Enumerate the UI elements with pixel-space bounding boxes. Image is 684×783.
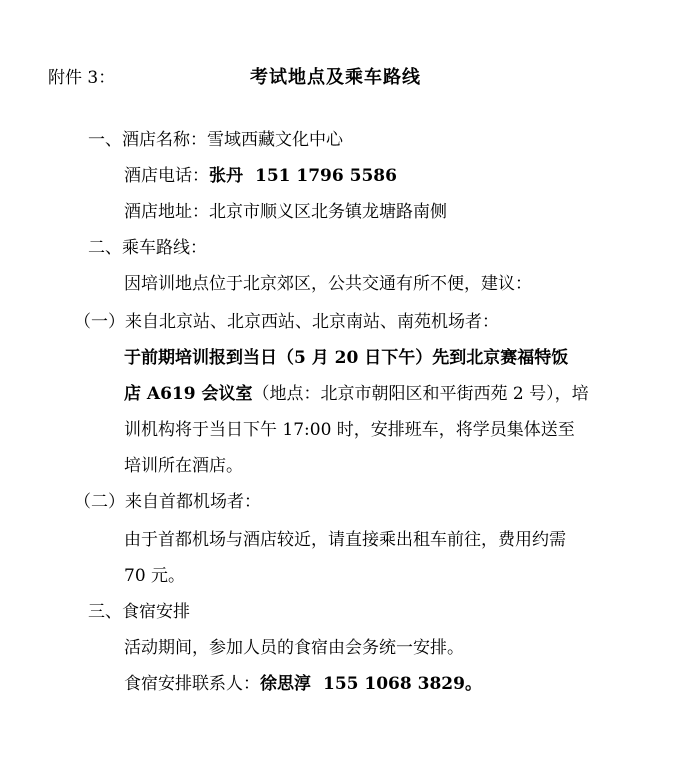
route-part1-line3: 训机构将于当日下午 17:00 时，安排班车，将学员集体送至 — [124, 420, 575, 440]
route-part2-line1: 由于首都机场与酒店较近，请直接乘出租车前往，费用约需 — [124, 530, 566, 550]
route-part1-heading: （一）来自北京站、北京西站、北京南站、南苑机场者： — [74, 312, 499, 332]
hotel-phone-label: 酒店电话： — [124, 166, 209, 186]
route-part1-line1: 于前期培训报到当日（5 月 20 日下午）先到北京赛福特饭 — [124, 348, 569, 368]
hotel-section-label: 一、酒店名称： — [88, 130, 207, 150]
route-intro: 因培训地点位于北京郊区，公共交通有所不便，建议： — [124, 274, 532, 294]
lodging-contact-phone: 155 1068 3829。 — [323, 674, 482, 694]
route-part1-line2 — [124, 382, 589, 406]
hotel-phone-number: 151 1796 5586 — [255, 166, 397, 186]
hotel-name: 雪域西藏文化中心 — [207, 130, 343, 150]
annex-label: 附件 3： — [48, 68, 116, 88]
lodging-desc: 活动期间，参加人员的食宿由会务统一安排。 — [124, 638, 464, 658]
route-part2-heading: （二）来自首都机场者： — [74, 492, 261, 512]
lodging-contact-label: 食宿安排联系人： — [124, 674, 260, 694]
hotel-address-line — [124, 200, 447, 224]
hotel-address-label: 酒店地址： — [124, 202, 209, 222]
lodging-contact-name: 徐思淳 — [260, 674, 311, 694]
route-part2-line2: 70 元。 — [124, 566, 186, 586]
hotel-address: 北京市顺义区北务镇龙塘路南侧 — [209, 202, 447, 222]
page-title: 考试地点及乘车路线 — [250, 67, 421, 88]
lodging-contact-line — [124, 672, 482, 696]
route-part1-line4: 培训所在酒店。 — [124, 456, 243, 476]
meeting-room-address: （地点：北京市朝阳区和平街西苑 2 号），培 — [252, 384, 589, 404]
hotel-phone-line — [124, 164, 397, 188]
hotel-phone-contact: 张丹 — [209, 166, 243, 186]
meeting-room: 店 A619 会议室 — [124, 384, 253, 404]
route-section-label: 二、乘车路线： — [88, 238, 207, 258]
lodging-section-label: 三、食宿安排 — [88, 602, 190, 622]
hotel-name-line — [88, 128, 343, 152]
